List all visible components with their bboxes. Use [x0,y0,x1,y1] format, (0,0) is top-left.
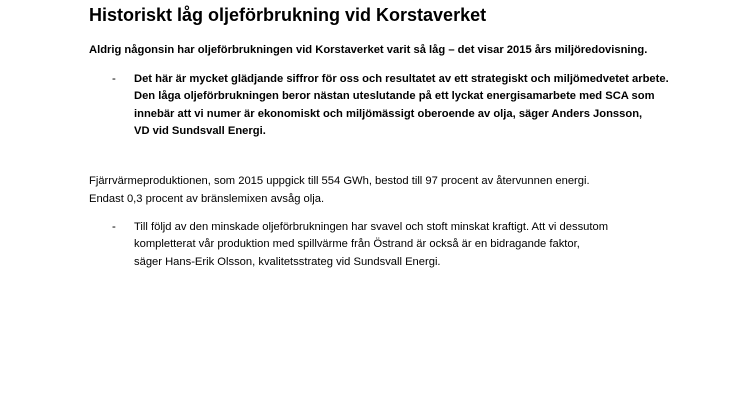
quote-1 [134,71,669,140]
body-paragraph-line: Endast 0,3 procent av bränslemixen avsåg olja. [89,192,325,205]
quote-1-line: Den låga oljeförbrukningen beror nästan uteslutande på ett lyckat energisamarbete med SCA som [134,90,655,103]
body-paragraph-line: Fjärrvärmeproduktionen, som 2015 uppgick till 554 GWh, bestod till 97 procent av återvunnen energi. [89,175,590,187]
quote-2-bullet: - [112,221,116,233]
quote-2 [134,219,608,271]
quote-1-bullet: - [112,73,116,85]
quote-2-line: kompletterat vår produktion med spillvärme från Östrand är också är en bidragande faktor, [134,238,580,251]
quote-2-line: Till följd av den minskade oljeförbrukningen har svavel och stoft minskat kraftigt. Att vi dessutom [134,221,609,233]
quote-2-line: säger Hans-Erik Olsson, kvalitetsstrateg vid Sundsvall Energi. [134,255,441,268]
quote-1-line: VD vid Sundsvall Energi. [134,124,266,137]
article-lead: Aldrig någonsin har oljeförbrukningen vid Korstaverket varit så låg – det visar 2015 års miljöredovisning. [89,44,648,56]
article-title: Historiskt låg oljeförbrukning vid Korstaverket [89,5,487,25]
quote-1-line: Det här är mycket glädjande siffror för oss och resultatet av ett strategiskt och miljömedvetet arbete. [134,73,669,85]
quote-1-line: innebär att vi numer är ekonomiskt och miljömässigt oberoende av olja, säger Anders Jonsson, [134,107,643,120]
body-paragraph [89,173,590,208]
